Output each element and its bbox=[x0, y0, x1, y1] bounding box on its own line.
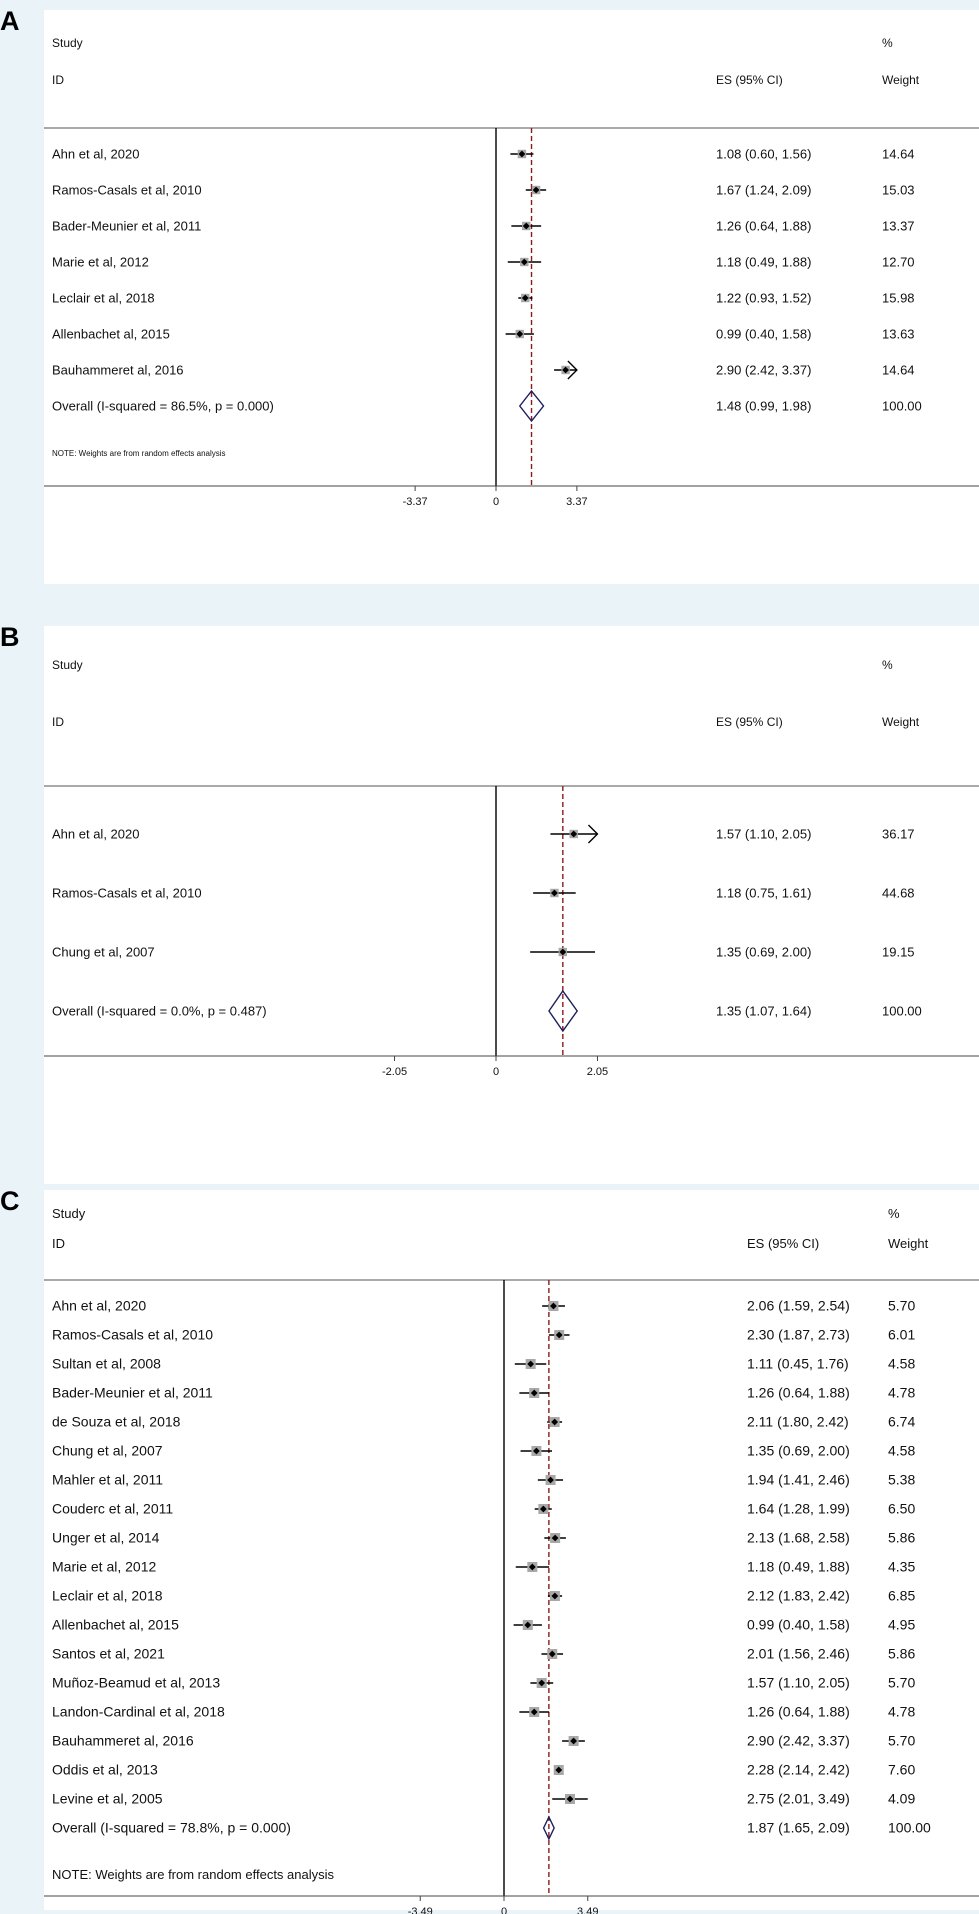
weight-text-c-15: 5.70 bbox=[888, 1732, 916, 1749]
es-text-c-5: 1.35 (0.69, 2.00) bbox=[747, 1442, 850, 1459]
weight-text-c-7: 6.50 bbox=[888, 1500, 916, 1517]
overall-label-c: Overall (I-squared = 78.8%, p = 0.000) bbox=[52, 1819, 291, 1836]
weight-text-c-1: 6.01 bbox=[888, 1326, 916, 1343]
es-text-b-2: 1.35 (0.69, 2.00) bbox=[716, 944, 812, 960]
es-text-c-17: 2.75 (2.01, 3.49) bbox=[747, 1790, 850, 1807]
study-label-a-3: Marie et al, 2012 bbox=[52, 254, 149, 270]
panel-letter-c: C bbox=[0, 1186, 20, 1216]
header-es-c: ES (95% CI) bbox=[747, 1236, 820, 1251]
es-text-c-15: 2.90 (2.42, 3.37) bbox=[747, 1732, 850, 1749]
weight-text-b-0: 36.17 bbox=[882, 826, 915, 842]
weight-text-c-5: 4.58 bbox=[888, 1442, 916, 1459]
weight-text-a-1: 15.03 bbox=[882, 182, 915, 198]
study-label-c-4: de Souza et al, 2018 bbox=[52, 1413, 181, 1430]
weight-text-a-2: 13.37 bbox=[882, 218, 915, 234]
es-text-c-7: 1.64 (1.28, 1.99) bbox=[747, 1500, 850, 1517]
forest-plot-c bbox=[44, 1190, 979, 1914]
header-id-a: ID bbox=[52, 73, 64, 87]
weight-text-a-0: 14.64 bbox=[882, 146, 915, 162]
study-label-c-10: Leclair et al, 2018 bbox=[52, 1587, 163, 1604]
es-text-b-1: 1.18 (0.75, 1.61) bbox=[716, 885, 812, 901]
es-text-c-10: 2.12 (1.83, 2.42) bbox=[747, 1587, 850, 1604]
study-label-c-8: Unger et al, 2014 bbox=[52, 1529, 160, 1546]
study-label-b-0: Ahn et al, 2020 bbox=[52, 826, 140, 842]
header-es-a: ES (95% CI) bbox=[716, 73, 783, 87]
study-label-b-2: Chung et al, 2007 bbox=[52, 944, 155, 960]
header-weight-a: Weight bbox=[882, 73, 920, 87]
panel-letter-b: B bbox=[0, 622, 20, 652]
weight-text-a-6: 14.64 bbox=[882, 362, 915, 378]
panel-letter-a: A bbox=[0, 6, 20, 36]
weight-text-c-4: 6.74 bbox=[888, 1413, 916, 1430]
es-text-c-6: 1.94 (1.41, 2.46) bbox=[747, 1471, 850, 1488]
overall-weight-a: 100.00 bbox=[882, 398, 922, 414]
forest-plot-c-svg bbox=[44, 1190, 979, 1914]
es-text-a-4: 1.22 (0.93, 1.52) bbox=[716, 290, 812, 306]
es-text-c-0: 2.06 (1.59, 2.54) bbox=[747, 1297, 850, 1314]
es-text-a-6: 2.90 (2.42, 3.37) bbox=[716, 362, 812, 378]
x-tick-label-c-1: 0 bbox=[500, 1906, 508, 1914]
x-tick-label-a-0: -3.37 bbox=[402, 496, 428, 508]
overall-label-b: Overall (I-squared = 0.0%, p = 0.487) bbox=[52, 1003, 267, 1019]
x-tick-label-b-1: 0 bbox=[492, 1066, 500, 1078]
weight-text-b-2: 19.15 bbox=[882, 944, 915, 960]
weight-text-c-10: 6.85 bbox=[888, 1587, 916, 1604]
header-weight-c: Weight bbox=[888, 1236, 929, 1251]
header-study-c: Study bbox=[52, 1206, 86, 1221]
weight-text-c-6: 5.38 bbox=[888, 1471, 916, 1488]
es-text-c-2: 1.11 (0.45, 1.76) bbox=[747, 1355, 849, 1372]
x-tick-label-b-2: 2.05 bbox=[586, 1066, 609, 1078]
header-weight-b: Weight bbox=[882, 715, 920, 729]
es-text-c-1: 2.30 (1.87, 2.73) bbox=[747, 1326, 850, 1343]
header-study-a: Study bbox=[52, 36, 83, 50]
header-pct-b: % bbox=[882, 658, 893, 672]
weight-text-c-17: 4.09 bbox=[888, 1790, 916, 1807]
weight-text-c-16: 7.60 bbox=[888, 1761, 916, 1778]
weight-text-c-8: 5.86 bbox=[888, 1529, 916, 1546]
note-text-a: NOTE: Weights are from random effects analysis bbox=[52, 449, 226, 458]
header-id-b: ID bbox=[52, 715, 64, 729]
es-text-c-4: 2.11 (1.80, 2.42) bbox=[747, 1413, 849, 1430]
study-label-c-6: Mahler et al, 2011 bbox=[52, 1471, 164, 1488]
forest-plot-a bbox=[44, 10, 979, 584]
es-text-a-3: 1.18 (0.49, 1.88) bbox=[716, 254, 812, 270]
note-text-c: NOTE: Weights are from random effects analysis bbox=[52, 1867, 335, 1882]
header-pct-c: % bbox=[888, 1206, 900, 1221]
study-label-c-9: Marie et al, 2012 bbox=[52, 1558, 157, 1575]
weight-text-a-3: 12.70 bbox=[882, 254, 915, 270]
study-label-c-0: Ahn et al, 2020 bbox=[52, 1297, 147, 1314]
es-text-c-12: 2.01 (1.56, 2.46) bbox=[747, 1645, 850, 1662]
es-text-a-0: 1.08 (0.60, 1.56) bbox=[716, 146, 812, 162]
weight-text-b-1: 44.68 bbox=[882, 885, 915, 901]
es-text-c-14: 1.26 (0.64, 1.88) bbox=[747, 1703, 850, 1720]
header-pct-a: % bbox=[882, 36, 893, 50]
es-text-a-5: 0.99 (0.40, 1.58) bbox=[716, 326, 812, 342]
overall-es-text-b: 1.35 (1.07, 1.64) bbox=[716, 1003, 812, 1019]
es-text-c-16: 2.28 (2.14, 2.42) bbox=[747, 1761, 850, 1778]
weight-text-c-9: 4.35 bbox=[888, 1558, 916, 1575]
study-label-c-3: Bader-Meunier et al, 2011 bbox=[52, 1384, 213, 1401]
forest-plot-a-svg bbox=[44, 10, 979, 584]
weight-text-a-4: 15.98 bbox=[882, 290, 915, 306]
weight-text-c-14: 4.78 bbox=[888, 1703, 916, 1720]
study-label-a-2: Bader-Meunier et al, 2011 bbox=[52, 218, 202, 234]
es-text-c-13: 1.57 (1.10, 2.05) bbox=[747, 1674, 850, 1691]
forest-plot-b bbox=[44, 626, 979, 1184]
study-label-a-4: Leclair et al, 2018 bbox=[52, 290, 155, 306]
study-label-c-5: Chung et al, 2007 bbox=[52, 1442, 163, 1459]
weight-text-c-3: 4.78 bbox=[888, 1384, 916, 1401]
x-tick-label-c-0: -3.49 bbox=[407, 1906, 433, 1914]
study-label-c-17: Levine et al, 2005 bbox=[52, 1790, 163, 1807]
weight-text-c-2: 4.58 bbox=[888, 1355, 916, 1372]
header-study-b: Study bbox=[52, 658, 83, 672]
study-label-a-5: Allenbachet al, 2015 bbox=[52, 326, 170, 342]
overall-weight-c: 100.00 bbox=[888, 1819, 931, 1836]
overall-label-a: Overall (I-squared = 86.5%, p = 0.000) bbox=[52, 398, 274, 414]
weight-text-c-0: 5.70 bbox=[888, 1297, 916, 1314]
weight-text-c-13: 5.70 bbox=[888, 1674, 916, 1691]
study-label-c-1: Ramos-Casals et al, 2010 bbox=[52, 1326, 214, 1343]
x-tick-label-a-2: 3.37 bbox=[566, 496, 588, 508]
es-text-b-0: 1.57 (1.10, 2.05) bbox=[716, 826, 812, 842]
es-text-c-9: 1.18 (0.49, 1.88) bbox=[747, 1558, 850, 1575]
es-text-c-3: 1.26 (0.64, 1.88) bbox=[747, 1384, 850, 1401]
overall-es-text-c: 1.87 (1.65, 2.09) bbox=[747, 1819, 850, 1836]
es-text-c-8: 2.13 (1.68, 2.58) bbox=[747, 1529, 850, 1546]
study-label-c-16: Oddis et al, 2013 bbox=[52, 1761, 158, 1778]
forest-plot-b-svg bbox=[44, 626, 979, 1184]
overall-weight-b: 100.00 bbox=[882, 1003, 922, 1019]
overall-es-text-a: 1.48 (0.99, 1.98) bbox=[716, 398, 812, 414]
study-label-c-7: Couderc et al, 2011 bbox=[52, 1500, 174, 1517]
study-label-c-14: Landon-Cardinal et al, 2018 bbox=[52, 1703, 225, 1720]
weight-text-c-11: 4.95 bbox=[888, 1616, 916, 1633]
x-tick-label-a-1: 0 bbox=[492, 496, 500, 508]
study-label-c-15: Bauhammeret al, 2016 bbox=[52, 1732, 194, 1749]
weight-text-c-12: 5.86 bbox=[888, 1645, 916, 1662]
header-id-c: ID bbox=[52, 1236, 65, 1251]
study-label-a-6: Bauhammeret al, 2016 bbox=[52, 362, 184, 378]
study-label-b-1: Ramos-Casals et al, 2010 bbox=[52, 885, 202, 901]
header-es-b: ES (95% CI) bbox=[716, 715, 783, 729]
study-label-c-13: Muñoz-Beamud et al, 2013 bbox=[52, 1674, 221, 1691]
es-text-a-1: 1.67 (1.24, 2.09) bbox=[716, 182, 812, 198]
study-label-c-12: Santos et al, 2021 bbox=[52, 1645, 165, 1662]
es-text-c-11: 0.99 (0.40, 1.58) bbox=[747, 1616, 850, 1633]
study-label-c-2: Sultan et al, 2008 bbox=[52, 1355, 161, 1372]
study-label-a-1: Ramos-Casals et al, 2010 bbox=[52, 182, 202, 198]
x-tick-label-b-0: -2.05 bbox=[381, 1066, 408, 1078]
x-tick-label-c-2: 3.49 bbox=[577, 1906, 599, 1914]
es-text-a-2: 1.26 (0.64, 1.88) bbox=[716, 218, 812, 234]
weight-text-a-5: 13.63 bbox=[882, 326, 915, 342]
study-label-a-0: Ahn et al, 2020 bbox=[52, 146, 140, 162]
study-label-c-11: Allenbachet al, 2015 bbox=[52, 1616, 179, 1633]
